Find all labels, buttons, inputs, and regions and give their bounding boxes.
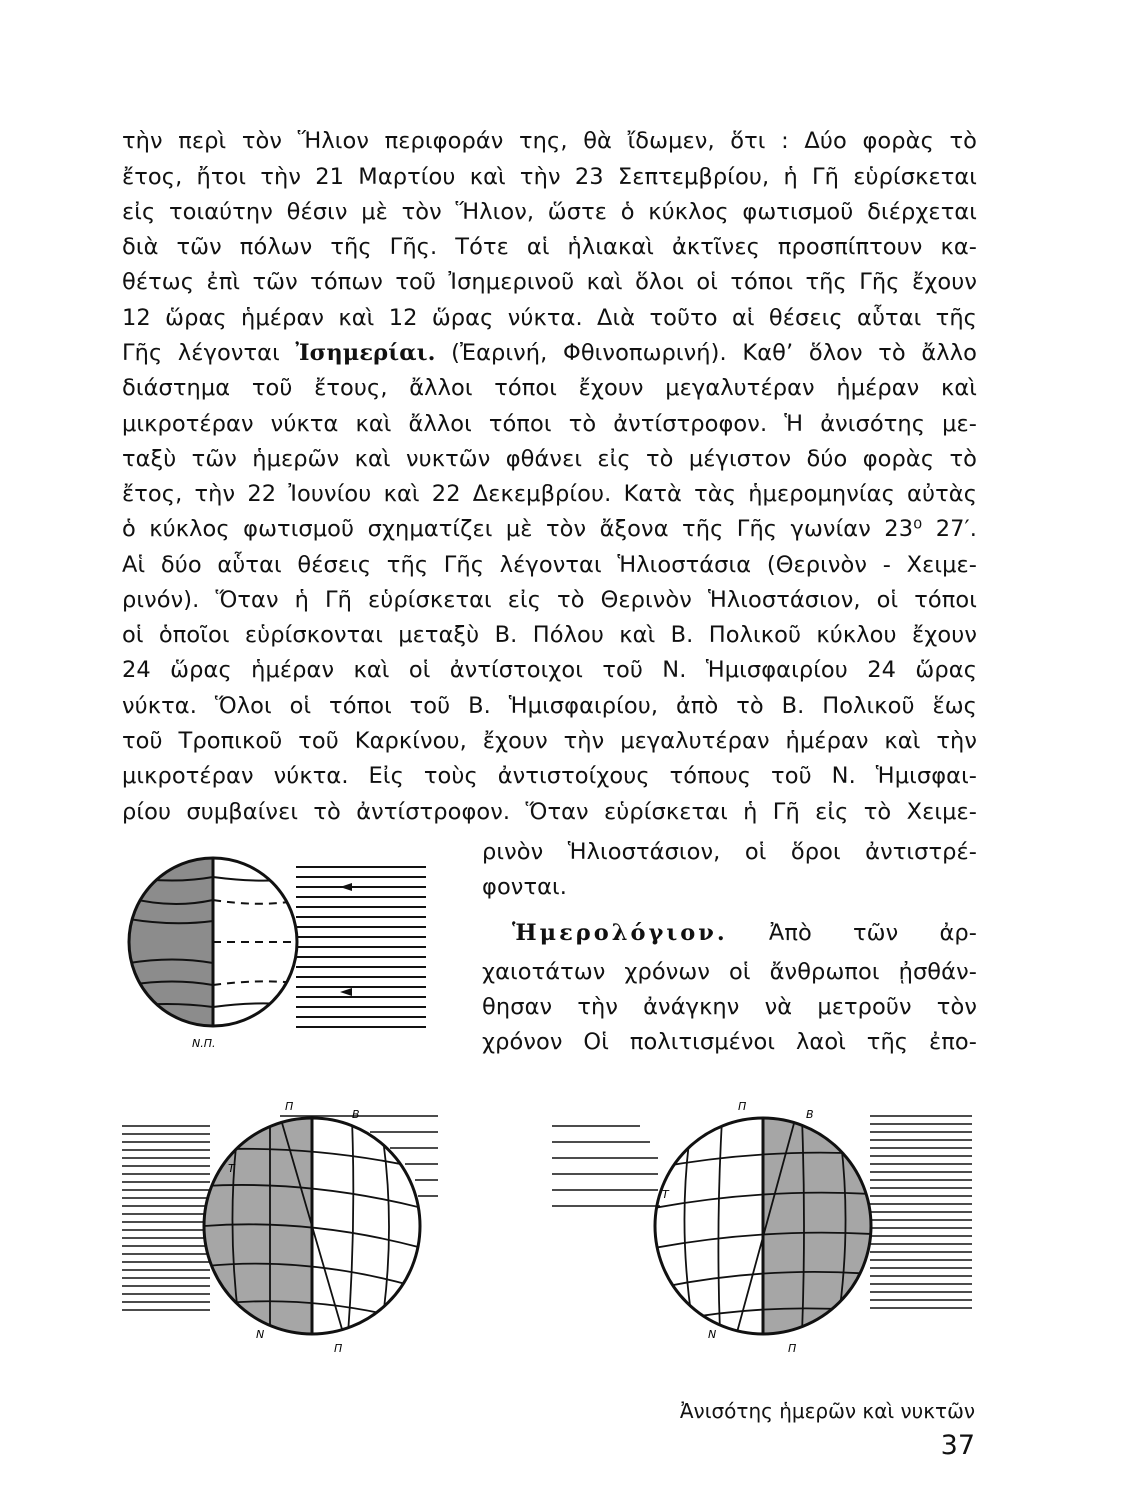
tropic-label: Τ (662, 1188, 669, 1201)
text-line: χρόνον Οἱ πολιτισμένοι λαοὶ τῆς ἐπο- (482, 1029, 977, 1055)
equinox-line-end: (Ἐαρινή, Φθινοπωρινή). Καθ’ ὅλον τὸ ἄλλο (435, 340, 977, 366)
text-line: θησαν τὴν ἀνάγκην νὰ μετροῦν τὸν (482, 994, 977, 1020)
night-hemisphere (118, 855, 213, 1035)
equinox-line-start: Γῆς λέγονται (122, 340, 296, 366)
south-pole-label: Ν.Π. (192, 1037, 216, 1050)
top-pole-label: Π (285, 1100, 294, 1113)
figure-caption: Ἀνισότης ἡμερῶν καὶ νυκτῶν (679, 1399, 975, 1423)
bottom-pole-label: Π (334, 1342, 343, 1355)
text-line: ρίου συμβαίνει τὸ ἀντίστροφον. Ὅταν εὑρίσκεται ἡ Γῆ εἰς τὸ Χειμε- (122, 799, 977, 825)
text-line: ρινόν). Ὅταν ἡ Γῆ εὑρίσκεται εἰς τὸ Θερινὸν Ἡλιοστάσιον, οἱ τόποι (122, 587, 977, 613)
text-line: χαιοτάτων χρόνων οἱ ἄνθρωποι ᾐσθάν- (482, 959, 977, 985)
page-number: 37 (940, 1430, 975, 1461)
text-line: ταξὺ τῶν ἡμερῶν καὶ νυκτῶν φθάνει εἰς τὸ μέγιστον δύο φορὰς τὸ (122, 446, 977, 472)
text-line: διὰ τῶν πόλων τῆς Γῆς. Τότε αἱ ἡλιακαὶ ἀκτῖνες προσπίπτουν κα- (122, 234, 977, 260)
text-line: 24 ὥρας ἡμέραν καὶ οἱ ἀντίστοιχοι τοῦ Ν. Ἡμισφαιρίου 24 ὥρας (122, 657, 977, 683)
bottom-pole-label: Π (788, 1342, 797, 1355)
text-line: 12 ὥρας ἡμέραν καὶ 12 ὥρας νύκτα. Διὰ τοῦτο αἱ θέσεις αὗται τῆς (122, 305, 977, 331)
north-label: Β (352, 1108, 360, 1121)
calendar-line-start: Ἀπὸ τῶν ἀρ- (727, 920, 977, 946)
text-line: νύκτα. Ὅλοι οἱ τόποι τοῦ Β. Ἡμισφαιρίου, ἀπὸ τὸ Β. Πολικοῦ ἕως (122, 693, 977, 719)
ray-arrows (340, 883, 352, 996)
text-line: τὴν περὶ τὸν Ἥλιον περιφοράν της, θὰ ἴδωμεν, ὅτι : Δύο φορὰς τὸ (122, 128, 977, 154)
text-line: ἔτος, τὴν 22 Ἰουνίου καὶ 22 Δεκεμβρίου. Κατὰ τὰς ἡμερομηνίας αὐτὰς (122, 481, 977, 507)
text-line: τοῦ Τροπικοῦ τοῦ Καρκίνου, ἔχουν τὴν μεγαλυτέραν ἡμέραν καὶ τὴν (122, 728, 977, 754)
equinox-line (122, 338, 977, 368)
text-line: θέτως ἐπὶ τῶν τόπων τοῦ Ἰσημερινοῦ καὶ ὅλοι οἱ τόποι τῆς Γῆς ἔχουν (122, 269, 977, 295)
text-line: ρινὸν Ἡλιοστάσιον, οἱ ὅροι ἀντιστρέ- (482, 839, 977, 865)
text-line: οἱ ὁποῖοι εὑρίσκονται μεταξὺ Β. Πόλου καὶ Β. Πολικοῦ κύκλου ἔχουν (122, 622, 977, 648)
text-line: μικροτέραν νύκτα καὶ ἄλλοι τόποι τὸ ἀντίστροφον. Ἡ ἀνισότης με- (122, 411, 977, 437)
right-solstice-globe-figure (550, 1098, 975, 1360)
south-label: Ν (256, 1328, 265, 1341)
tropic-label: Τ (228, 1162, 235, 1175)
equinox-term: Ἰσημερίαι. (295, 340, 436, 366)
text-line: μικροτέραν νύκτα. Εἰς τοὺς ἀντιστοίχους τόπους τοῦ Ν. Ἡμισφαι- (122, 763, 977, 789)
calendar-heading: Ἡμερολόγιον. (512, 920, 728, 946)
text-line: Αἱ δύο αὗται θέσεις τῆς Γῆς λέγονται Ἡλιοστάσια (Θερινὸν - Χειμε- (122, 552, 977, 578)
text-line: ὁ κύκλος φωτισμοῦ σχηματίζει μὲ τὸν ἄξονα τῆς Γῆς γωνίαν 23⁰ 27′. (122, 516, 977, 542)
equinox-globe-figure (118, 855, 438, 1055)
sun-rays (296, 867, 426, 1027)
text-line: εἰς τοιαύτην θέσιν μὲ τὸν Ἥλιον, ὥστε ὁ κύκλος φωτισμοῦ διέρχεται (122, 199, 977, 225)
south-label: Ν (708, 1328, 717, 1341)
text-line: διάστημα τοῦ ἔτους, ἄλλοι τόποι ἔχουν μεγαλυτέραν ἡμέραν καὶ (122, 375, 977, 401)
left-solstice-globe-figure (120, 1098, 440, 1360)
calendar-heading-line (482, 918, 977, 948)
text-line: φονται. (482, 874, 568, 900)
top-pole-label: Π (738, 1100, 747, 1113)
text-line: ἔτος, ἤτοι τὴν 21 Μαρτίου καὶ τὴν 23 Σεπτεμβρίου, ἡ Γῆ εὑρίσκεται (122, 164, 977, 190)
north-label: Β (806, 1108, 814, 1121)
